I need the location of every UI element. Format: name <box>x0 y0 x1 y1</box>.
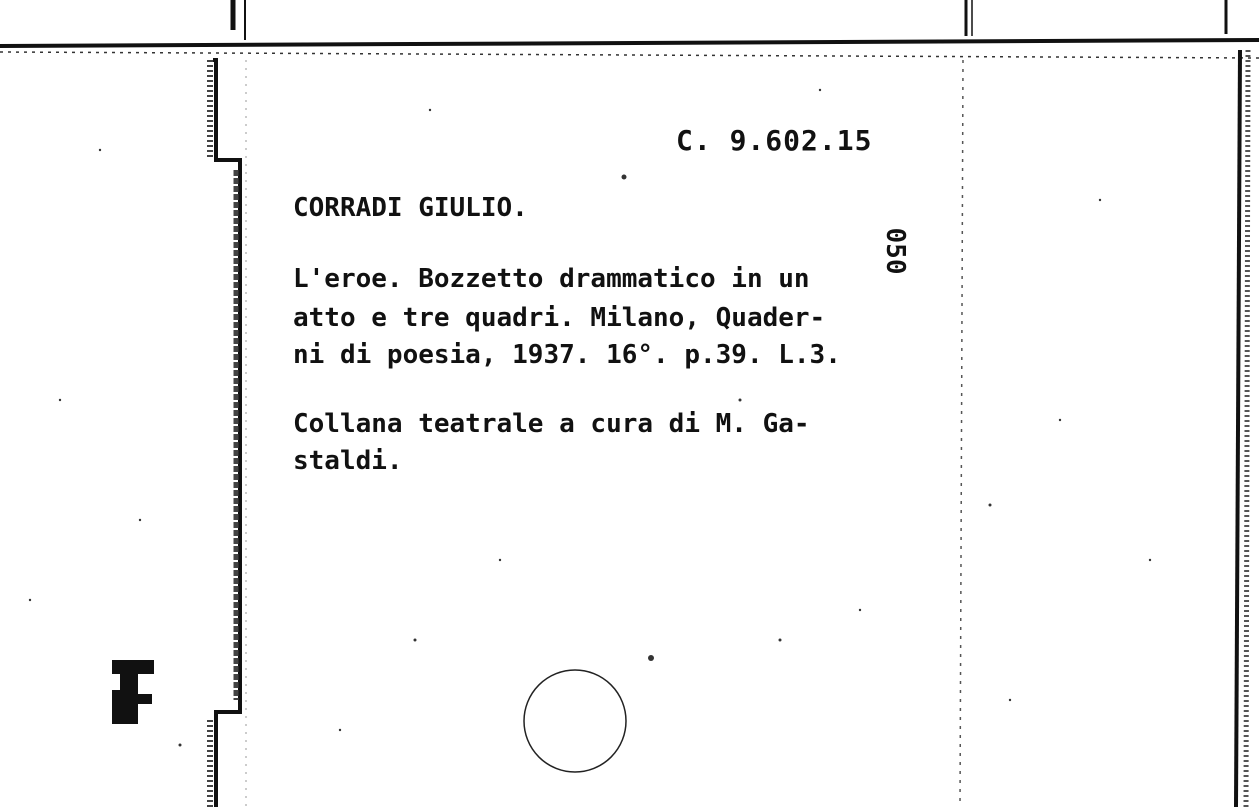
far-right-edge <box>1236 50 1240 807</box>
description-line: atto e tre quadri. Milano, Quader- <box>293 303 826 333</box>
author-heading: CORRADI GIULIO. <box>293 193 528 223</box>
right-dashed-line <box>960 60 963 807</box>
description-line: ni di poesia, 1937. 16°. p.39. L.3. <box>293 340 841 370</box>
note-line: Collana teatrale a cura di M. Ga- <box>293 409 810 439</box>
side-number: 050 <box>880 227 910 275</box>
top-rule <box>0 40 1259 46</box>
description-line: L'eroe. Bozzetto drammatico in un <box>293 264 810 294</box>
far-right-edge-texture <box>1246 50 1248 807</box>
top-rule-shadow <box>0 52 1259 58</box>
punch-hole-circle <box>524 670 626 772</box>
note-line: staldi. <box>293 446 403 476</box>
call-number: C. 9.602.15 <box>676 124 873 157</box>
stamp-mark-icon <box>112 660 154 724</box>
